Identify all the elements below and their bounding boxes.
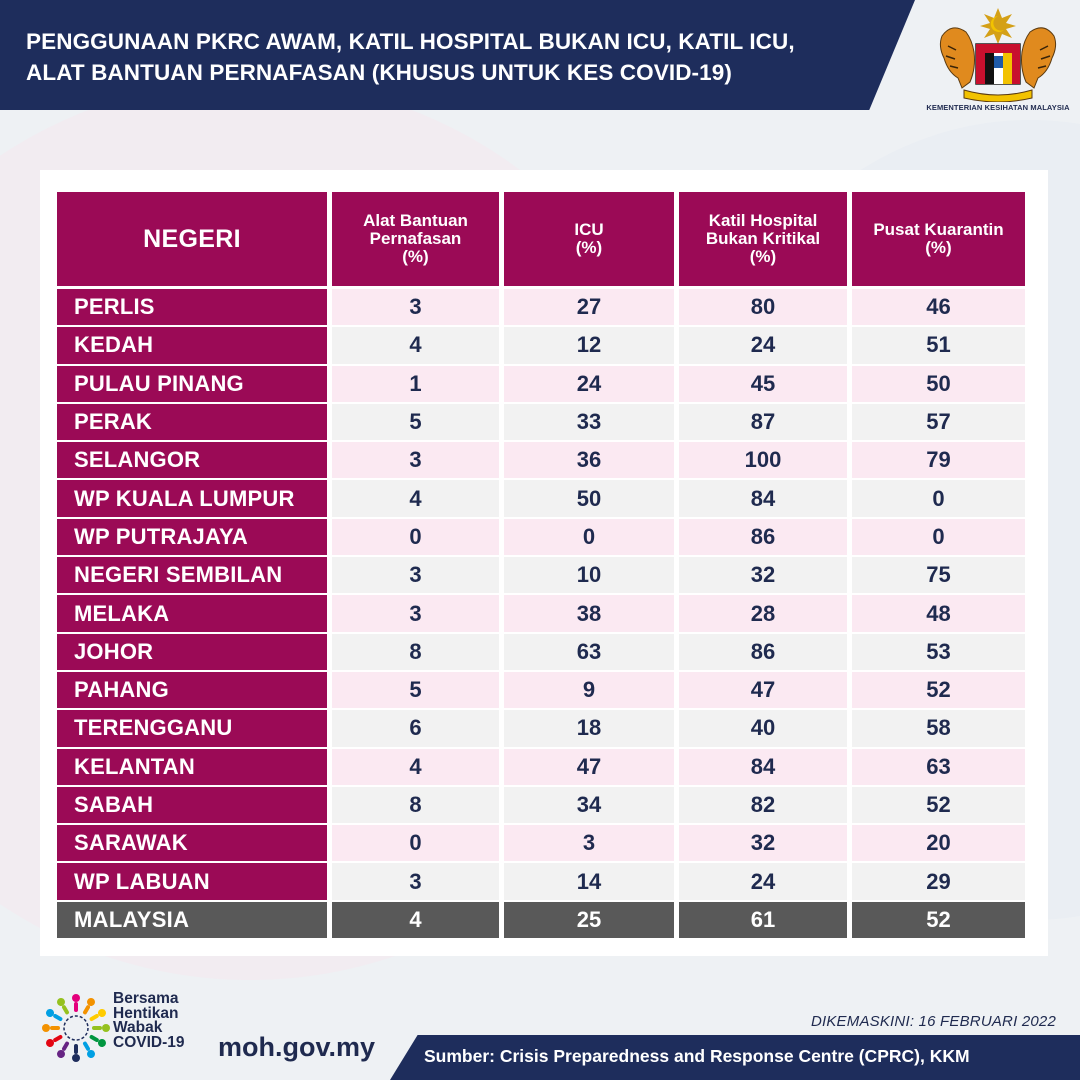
ministry-name: KEMENTERIAN KESIHATAN MALAYSIA xyxy=(926,103,1070,112)
ventilator-value: 5 xyxy=(332,672,499,708)
table-row xyxy=(57,519,1027,555)
quarantine-value: 58 xyxy=(852,710,1025,746)
state-name: KELANTAN xyxy=(57,749,327,785)
ventilator-value: 4 xyxy=(332,480,499,516)
table-row xyxy=(57,404,1027,440)
header-icu-line2: (%) xyxy=(575,238,603,257)
state-name: SABAH xyxy=(57,787,327,823)
icu-value: 24 xyxy=(504,366,674,402)
header-icu xyxy=(504,192,674,286)
quarantine-value: 20 xyxy=(852,825,1025,861)
website-link[interactable]: moh.gov.my xyxy=(218,1032,376,1062)
table-total-row xyxy=(57,902,1027,938)
header-quarantine-line2: (%) xyxy=(925,238,952,257)
total-label: MALAYSIA xyxy=(57,902,327,938)
table-row xyxy=(57,710,1027,746)
table-row xyxy=(57,672,1027,708)
quarantine-value: 51 xyxy=(852,327,1025,363)
state-name: PULAU PINANG xyxy=(57,366,327,402)
quarantine-value: 50 xyxy=(852,366,1025,402)
icu-value: 33 xyxy=(504,404,674,440)
icu-value: 9 xyxy=(504,672,674,708)
state-name: WP KUALA LUMPUR xyxy=(57,480,327,516)
quarantine-value: 53 xyxy=(852,634,1025,670)
bed-value: 87 xyxy=(679,404,847,440)
campaign-line-4: COVID-19 xyxy=(113,1033,185,1051)
table-header-row xyxy=(57,192,1027,286)
icu-value: 38 xyxy=(504,595,674,631)
bed-value: 40 xyxy=(679,710,847,746)
table-row xyxy=(57,480,1027,516)
campaign-line-3: Wabak xyxy=(113,1019,163,1036)
table-row xyxy=(57,825,1027,861)
occupancy-table xyxy=(57,192,1027,940)
icu-value: 63 xyxy=(504,634,674,670)
total-quarantine: 52 xyxy=(852,902,1025,938)
updated-date: DIKEMASKINI: 16 FEBRUARI 2022 xyxy=(810,1013,1056,1030)
ventilator-value: 3 xyxy=(332,595,499,631)
table-row xyxy=(57,327,1027,363)
header-bed-line2: Bukan Kritikal xyxy=(705,229,821,248)
state-name: SELANGOR xyxy=(57,442,327,478)
campaign-text xyxy=(113,992,223,1050)
bed-value: 100 xyxy=(679,442,847,478)
bed-value: 80 xyxy=(679,289,847,325)
source-credit: Sumber: Crisis Preparedness and Response Centre (CPRC), KKM xyxy=(424,1046,970,1066)
bed-value: 32 xyxy=(679,557,847,593)
campaign-line-2: Hentikan xyxy=(113,1004,179,1022)
state-name: MELAKA xyxy=(57,595,327,631)
title-line-1: PENGGUNAAN PKRC AWAM, KATIL HOSPITAL BUKAN ICU, KATIL ICU, xyxy=(26,29,795,54)
header-ventilator-line1: Alat Bantuan xyxy=(363,211,468,230)
table-row xyxy=(57,595,1027,631)
icu-value: 14 xyxy=(504,863,674,899)
ventilator-value: 5 xyxy=(332,404,499,440)
icu-value: 36 xyxy=(504,442,674,478)
table-row xyxy=(57,749,1027,785)
state-name: NEGERI SEMBILAN xyxy=(57,557,327,593)
state-name: PERLIS xyxy=(57,289,327,325)
state-name: SARAWAK xyxy=(57,825,327,861)
quarantine-value: 52 xyxy=(852,787,1025,823)
header-quarantine-line1: Pusat Kuarantin xyxy=(873,220,1004,239)
icu-value: 10 xyxy=(504,557,674,593)
header-negeri xyxy=(57,192,327,286)
header-bed-line1: Katil Hospital xyxy=(708,211,818,230)
header-quarantine xyxy=(852,192,1025,286)
state-name: WP PUTRAJAYA xyxy=(57,519,327,555)
header-ventilator xyxy=(332,192,499,286)
ventilator-value: 4 xyxy=(332,749,499,785)
quarantine-value: 0 xyxy=(852,519,1025,555)
table-row xyxy=(57,863,1027,899)
header-icu-line1: ICU xyxy=(574,220,604,239)
ventilator-value: 3 xyxy=(332,557,499,593)
bed-value: 32 xyxy=(679,825,847,861)
ventilator-value: 8 xyxy=(332,634,499,670)
state-name: WP LABUAN xyxy=(57,863,327,899)
title-line-2: ALAT BANTUAN PERNAFASAN (KHUSUS UNTUK KES COVID-19) xyxy=(26,60,732,85)
ventilator-value: 0 xyxy=(332,825,499,861)
quarantine-value: 29 xyxy=(852,863,1025,899)
ventilator-value: 4 xyxy=(332,327,499,363)
icu-value: 12 xyxy=(504,327,674,363)
quarantine-value: 52 xyxy=(852,672,1025,708)
bed-value: 28 xyxy=(679,595,847,631)
table-row xyxy=(57,366,1027,402)
state-name: TERENGGANU xyxy=(57,710,327,746)
table-row xyxy=(57,787,1027,823)
quarantine-value: 79 xyxy=(852,442,1025,478)
icu-value: 50 xyxy=(504,480,674,516)
total-ventilator: 4 xyxy=(332,902,499,938)
table-row xyxy=(57,289,1027,325)
table-row xyxy=(57,442,1027,478)
ventilator-value: 1 xyxy=(332,366,499,402)
bed-value: 84 xyxy=(679,749,847,785)
malaysia-coat-of-arms-icon xyxy=(928,6,1068,102)
quarantine-value: 48 xyxy=(852,595,1025,631)
quarantine-value: 57 xyxy=(852,404,1025,440)
state-name: JOHOR xyxy=(57,634,327,670)
total-icu: 25 xyxy=(504,902,674,938)
header-ventilator-line3: (%) xyxy=(402,247,429,266)
bed-value: 47 xyxy=(679,672,847,708)
ventilator-value: 6 xyxy=(332,710,499,746)
icu-value: 27 xyxy=(504,289,674,325)
state-name: PAHANG xyxy=(57,672,327,708)
state-name: KEDAH xyxy=(57,327,327,363)
header-non-critical-bed xyxy=(679,192,847,286)
icu-value: 47 xyxy=(504,749,674,785)
icu-value: 18 xyxy=(504,710,674,746)
bed-value: 45 xyxy=(679,366,847,402)
bed-value: 86 xyxy=(679,634,847,670)
ventilator-value: 3 xyxy=(332,289,499,325)
page-title xyxy=(26,26,886,88)
bed-value: 24 xyxy=(679,327,847,363)
quarantine-value: 75 xyxy=(852,557,1025,593)
bed-value: 82 xyxy=(679,787,847,823)
state-name: PERAK xyxy=(57,404,327,440)
quarantine-value: 46 xyxy=(852,289,1025,325)
bed-value: 24 xyxy=(679,863,847,899)
bed-value: 86 xyxy=(679,519,847,555)
ventilator-value: 3 xyxy=(332,863,499,899)
bed-value: 84 xyxy=(679,480,847,516)
quarantine-value: 63 xyxy=(852,749,1025,785)
header-negeri-label: NEGERI xyxy=(143,225,241,253)
header-ventilator-line2: Pernafasan xyxy=(369,229,462,248)
campaign-line-1: Bersama xyxy=(113,990,179,1007)
ventilator-value: 0 xyxy=(332,519,499,555)
icu-value: 34 xyxy=(504,787,674,823)
table-row xyxy=(57,634,1027,670)
quarantine-value: 0 xyxy=(852,480,1025,516)
ventilator-value: 3 xyxy=(332,442,499,478)
ventilator-value: 8 xyxy=(332,787,499,823)
icu-value: 0 xyxy=(504,519,674,555)
total-bed: 61 xyxy=(679,902,847,938)
table-row xyxy=(57,557,1027,593)
header-bed-line3: (%) xyxy=(749,247,777,266)
icu-value: 3 xyxy=(504,825,674,861)
